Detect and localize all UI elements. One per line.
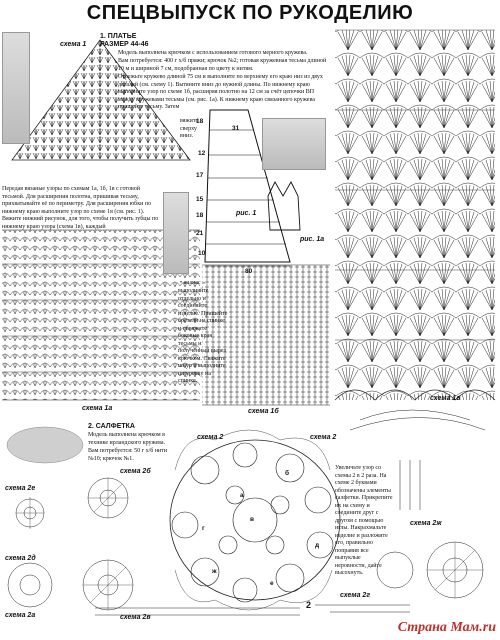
page-title: СПЕЦВЫПУСК ПО РУКОДЕЛИЮ	[86, 2, 414, 24]
dress-paragraph-3: выполняйте отдельно и соединяйте изделие. Пришейте бретели на спинке и обвяжите боковые края тесьмы и полученный вырез крючком. Свяжите шнур и выполните шнуровку на спинке.	[178, 288, 228, 384]
napkin-number-2: 2	[306, 600, 312, 610]
measure-18-top: 18	[196, 118, 204, 125]
napkin-letter-d: д	[315, 542, 320, 549]
measure-80: 80	[245, 268, 253, 275]
label-schema-1: схема 1	[60, 41, 87, 48]
napkin-letter-zh: ж	[212, 568, 217, 575]
label-schema-2zh: схема 2ж	[410, 520, 442, 527]
measure-31: 31	[232, 125, 240, 132]
label-schema-2g: схема 2г	[340, 592, 371, 599]
napkin-paragraph-1: Увеличьте узор со схемы 2 в 2 раза. На схеме 2 буквами обозначены элементы салфетки. Прикрепите их на схему и соедините друг с другом с помощью иглы. Накрахмальте изделие и разложите его, правильно поправив все выпуклые неровности, дайте высохнуть.	[335, 465, 393, 576]
label-schema-2b: схема 2б	[120, 468, 151, 475]
dress-paragraph-1: Отрежьте кружево длиной 75 см и выполните по верхнему его краю низ из двух деталей (см. схему 1). Вытяните вниз до нужной длины. По нижнему краю выполните узор по схеме 1б, расширяя полотно на 12 см за счёт цепочки ВП между кружевами тесьмы (см. рис. 1а). К нижнему краю связанного кружева пришейте тесьму. Затем	[118, 74, 323, 110]
dress-photo-3	[262, 118, 326, 170]
measure-12: 12	[198, 150, 206, 157]
label-schema-1a: схема 1а	[82, 405, 113, 412]
measure-18: 18	[196, 212, 204, 219]
dress-photo-1	[2, 32, 30, 144]
label-ris-1a: рис. 1а	[300, 236, 325, 243]
napkin-heading: 2. САЛФЕТКА	[88, 423, 135, 430]
dress-size: РАЗМЕР 44-46	[100, 41, 149, 48]
measure-21: 21	[196, 230, 204, 237]
label-schema-1v: схема 1в	[430, 395, 461, 402]
dress-materials: Вам потребуется: 400 г х/б пряжи; крючок №2; готовая кружевная тесьма длиной 10 м и шириной 7 см, подобранная по цвету к нитям.	[118, 58, 327, 72]
dress-intro: Модель выполнена крючком с использованием готового мерного кружева.	[118, 50, 308, 56]
measure-17: 17	[196, 172, 204, 179]
dress-photo-2	[163, 192, 189, 274]
label-schema-2a: схема 2а	[5, 612, 36, 619]
napkin-letter-v: в	[250, 516, 254, 523]
napkin-materials: Вам потребуется: 50 г х/б нити №10; крючок №1.	[88, 448, 168, 462]
napkin-letter-a: а	[240, 492, 244, 499]
label-schema-2-right: схема 2	[310, 434, 337, 441]
napkin-letter-b: б	[285, 470, 290, 477]
napkin-intro: Модель выполнена крючком в технике ирландского кружева.	[88, 432, 166, 446]
dress-paragraph-2: Передав вязаные узоры по схемам 1а, 1б, 1в с готовой тесьмой. Для расширения полотна, пришивая тесьму, прихватывайте её по периметру. Для расширения юбки по нижнему краю выполните узор по схеме 1в (см. рис. 1). Вяжите нижний рисунок, для того, чтобы получить зубцы по нижнему краю узора (схема 1в), каждый	[2, 186, 159, 230]
label-schema-2d: схема 2д	[5, 555, 36, 562]
measure-15: 15	[196, 196, 204, 203]
watermark: Страна Мам.ru	[397, 620, 496, 635]
label-schema-2e: схема 2е	[5, 485, 36, 492]
measure-10: 10	[198, 250, 206, 257]
napkin-letter-g: г	[202, 525, 205, 532]
napkin-letter-e: е	[270, 580, 274, 587]
dress-paragraph-1b: вяжите сверху вниз.	[180, 118, 199, 139]
dress-heading: 1. ПЛАТЬЕ	[100, 33, 137, 40]
label-schema-2v: схема 2в	[120, 614, 151, 621]
label-schema-2: схема 2	[197, 434, 224, 441]
label-schema-1b: схема 1б	[248, 408, 279, 415]
dress-paragraph-3-start: • ананас »	[180, 280, 206, 286]
label-ris-1: рис. 1	[236, 210, 257, 217]
